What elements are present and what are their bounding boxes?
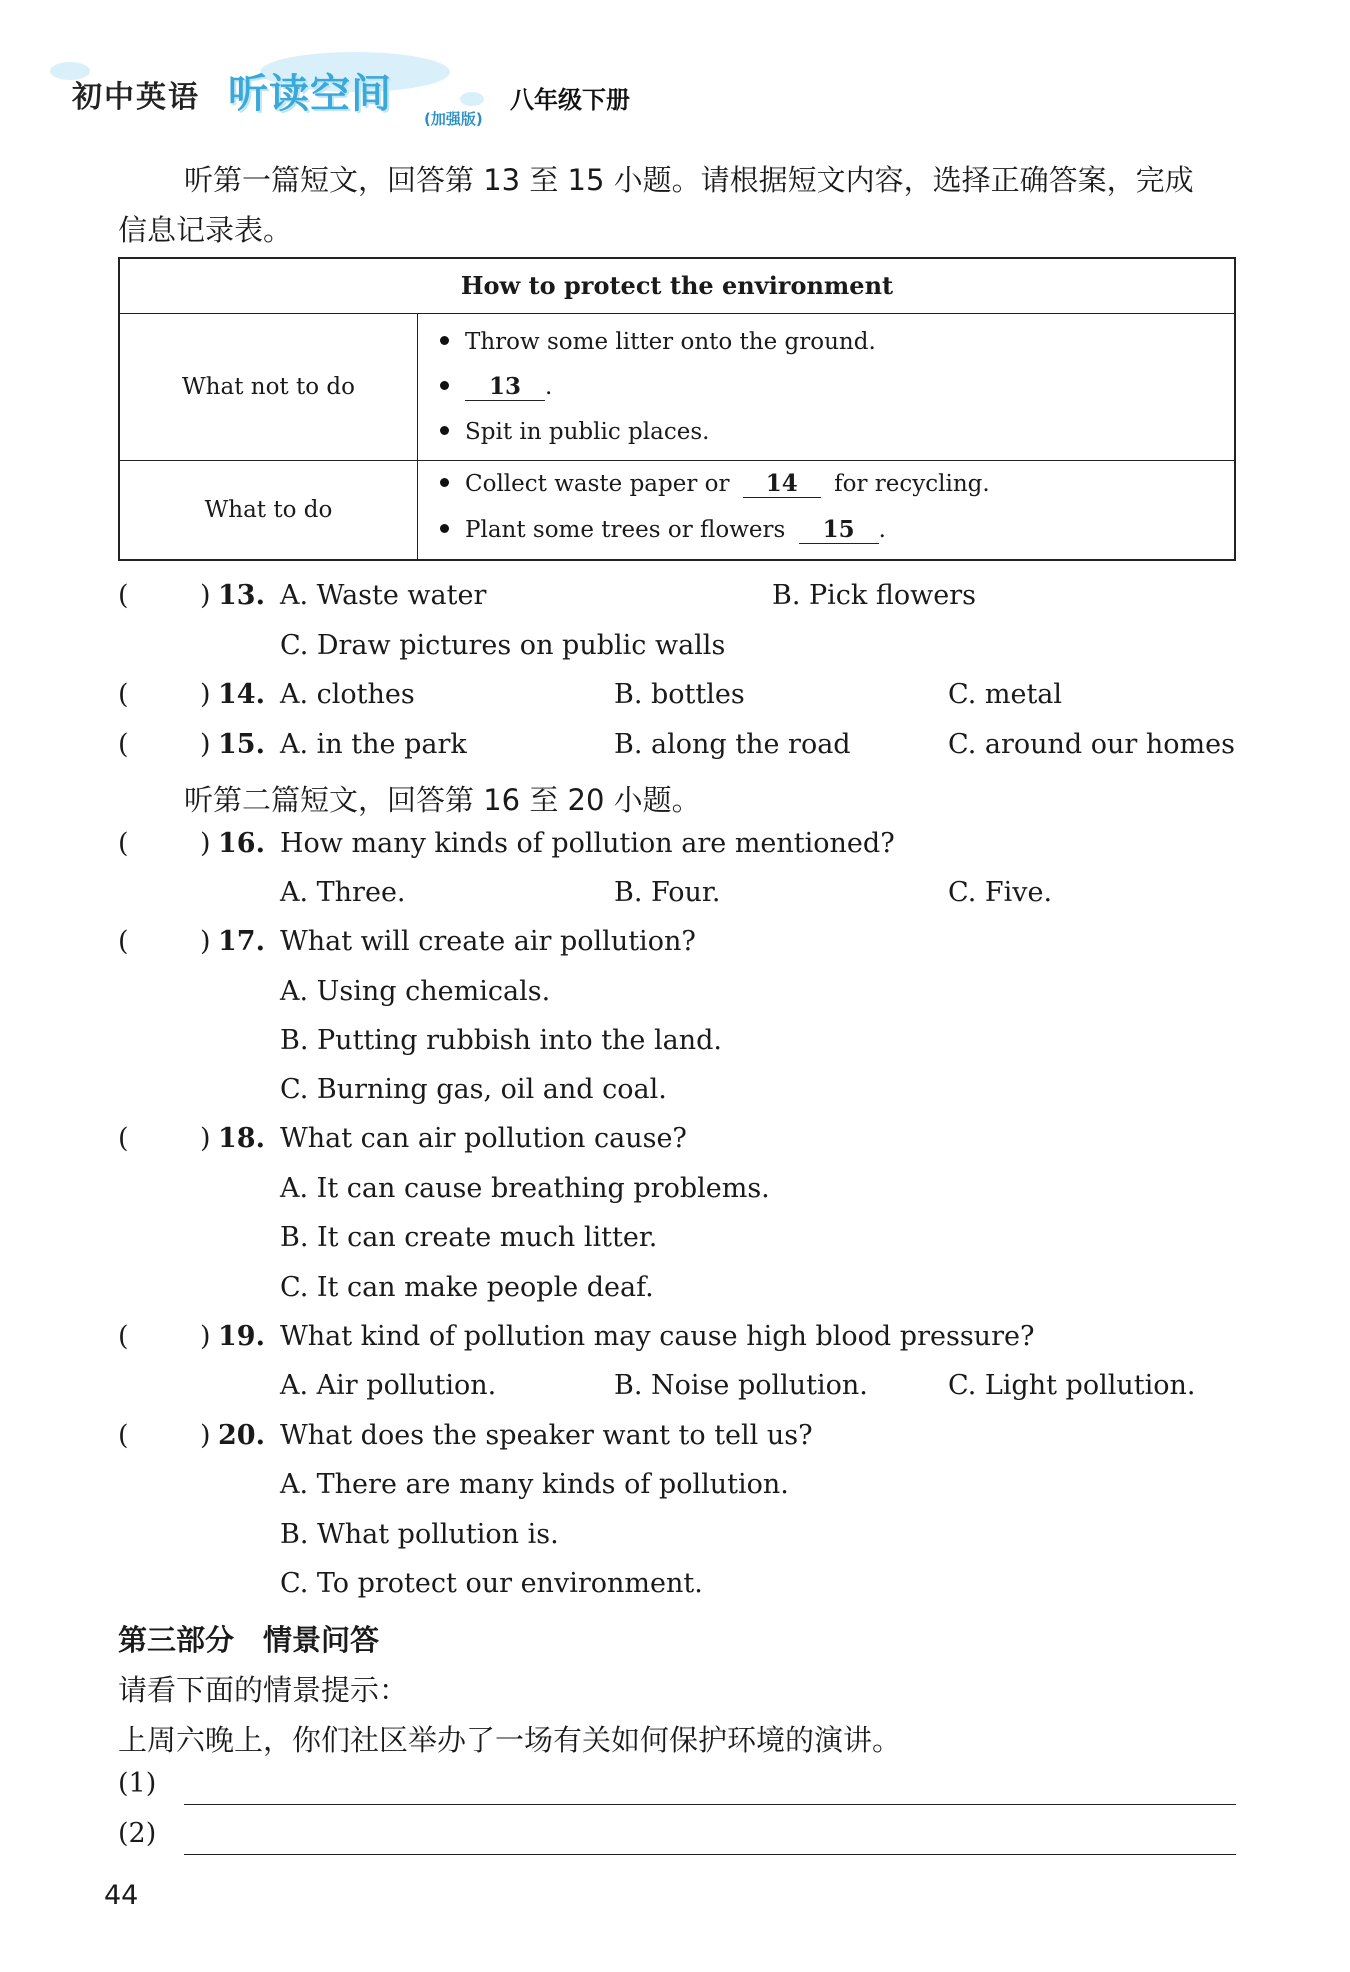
- section3-prompt: 请看下面的情景提示：: [118, 1673, 409, 1707]
- header-bubble-decoration: [460, 92, 484, 106]
- option-c: C. around our homes: [948, 729, 1235, 760]
- answer-bracket-close: ): [200, 926, 211, 957]
- option-b: B. bottles: [614, 679, 745, 710]
- answer-line-label-1: (1): [118, 1768, 157, 1799]
- question-number: 16.: [218, 828, 265, 859]
- bullet-text: .: [545, 374, 553, 400]
- header-brand-logo: 听读空间: [228, 71, 392, 117]
- answer-bracket-close: ): [200, 1123, 211, 1154]
- answer-bracket-open: (: [118, 1321, 129, 1352]
- option-a: A. It can cause breathing problems.: [280, 1173, 770, 1204]
- option-c: C. Draw pictures on public walls: [280, 630, 726, 661]
- answer-bracket-open: (: [118, 1123, 129, 1154]
- answer-bracket-close: ): [200, 828, 211, 859]
- question-number: 13.: [218, 580, 265, 611]
- answer-bracket-close: ): [200, 679, 211, 710]
- info-record-table: [118, 257, 1236, 561]
- answer-line-2[interactable]: [184, 1854, 1236, 1855]
- bullet-icon: [440, 336, 449, 345]
- bullet-text: .: [878, 517, 886, 543]
- table-bullet-item: [440, 329, 876, 355]
- answer-bracket-open: (: [118, 679, 129, 710]
- table-row-what-not-to-do: [120, 313, 1234, 461]
- question-number: 15.: [218, 729, 265, 760]
- question-number: 17.: [218, 926, 265, 957]
- question-stem: What kind of pollution may cause high blood pressure?: [280, 1321, 1035, 1352]
- question-number: 18.: [218, 1123, 265, 1154]
- question-number: 19.: [218, 1321, 265, 1352]
- table-row-label: What not to do: [120, 313, 418, 460]
- page-number: 44: [104, 1880, 139, 1911]
- answer-bracket-open: (: [118, 828, 129, 859]
- answer-blank-15: 15: [799, 516, 879, 544]
- answer-blank-14: 14: [743, 470, 821, 498]
- option-c: C. Five.: [948, 877, 1053, 908]
- bullet-text: Spit in public places.: [465, 419, 710, 445]
- passage2-instruction: 听第二篇短文，回答第 16 至 20 小题。: [184, 783, 701, 817]
- option-a: A. Air pollution.: [280, 1370, 497, 1401]
- option-c: C. Burning gas, oil and coal.: [280, 1074, 667, 1105]
- question-number: 20.: [218, 1420, 265, 1451]
- answer-bracket-close: ): [200, 1321, 211, 1352]
- question-stem: What will create air pollution?: [280, 926, 696, 957]
- question-stem: How many kinds of pollution are mentioned?: [280, 828, 895, 859]
- option-b: B. Pick flowers: [772, 580, 976, 611]
- answer-bracket-close: ): [200, 580, 211, 611]
- table-row-what-to-do: [120, 460, 1234, 559]
- option-b: B. What pollution is.: [280, 1519, 559, 1550]
- bullet-icon: [440, 381, 449, 390]
- option-c: C. To protect our environment.: [280, 1568, 703, 1599]
- option-c: C. metal: [948, 679, 1063, 710]
- question-stem: What can air pollution cause?: [280, 1123, 687, 1154]
- table-row-label: What to do: [120, 460, 418, 559]
- answer-bracket-close: ): [200, 1420, 211, 1451]
- option-b: B. It can create much litter.: [280, 1222, 658, 1253]
- option-a: A. Three.: [280, 877, 406, 908]
- bullet-icon: [440, 478, 449, 487]
- answer-bracket-close: ): [200, 729, 211, 760]
- option-b: B. Noise pollution.: [614, 1370, 868, 1401]
- option-c: C. It can make people deaf.: [280, 1272, 654, 1303]
- header-edition-label: (加强版): [424, 110, 483, 128]
- bullet-text: Throw some litter onto the ground.: [465, 329, 876, 355]
- option-b: B. along the road: [614, 729, 851, 760]
- answer-line-label-2: (2): [118, 1818, 157, 1849]
- answer-bracket-open: (: [118, 729, 129, 760]
- option-a: A. There are many kinds of pollution.: [280, 1469, 789, 1500]
- answer-bracket-open: (: [118, 580, 129, 611]
- option-b: B. Four.: [614, 877, 721, 908]
- bullet-icon: [440, 524, 449, 533]
- bullet-icon: [440, 426, 449, 435]
- bullet-text: Plant some trees or flowers: [465, 517, 786, 543]
- bullet-text: Collect waste paper or: [465, 471, 730, 497]
- answer-bracket-open: (: [118, 1420, 129, 1451]
- table-bullet-item: [440, 373, 552, 401]
- option-a: A. Waste water: [280, 580, 487, 611]
- answer-line-1[interactable]: [184, 1804, 1236, 1805]
- option-c: C. Light pollution.: [948, 1370, 1196, 1401]
- table-title: How to protect the environment: [120, 259, 1234, 314]
- passage1-instruction-cont: 信息记录表。: [118, 213, 293, 247]
- table-bullet-item: [440, 419, 709, 445]
- answer-bracket-open: (: [118, 926, 129, 957]
- table-bullet-item: [440, 470, 990, 498]
- header-grade-label: 八年级下册: [510, 86, 630, 114]
- question-number: 14.: [218, 679, 265, 710]
- option-a: A. Using chemicals.: [280, 976, 551, 1007]
- option-a: A. in the park: [280, 729, 467, 760]
- question-stem: What does the speaker want to tell us?: [280, 1420, 813, 1451]
- table-bullet-item: [440, 516, 886, 544]
- section3-heading: 第三部分 情景问答: [118, 1623, 380, 1657]
- option-b: B. Putting rubbish into the land.: [280, 1025, 722, 1056]
- option-a: A. clothes: [280, 679, 415, 710]
- header-series-title: 初中英语: [72, 80, 200, 115]
- bullet-text: for recycling.: [834, 471, 990, 497]
- section3-scenario: 上周六晚上，你们社区举办了一场有关如何保护环境的演讲。: [118, 1723, 902, 1757]
- answer-blank-13: 13: [465, 373, 545, 401]
- passage1-instruction: 听第一篇短文，回答第 13 至 15 小题。请根据短文内容，选择正确答案，完成: [184, 163, 1194, 197]
